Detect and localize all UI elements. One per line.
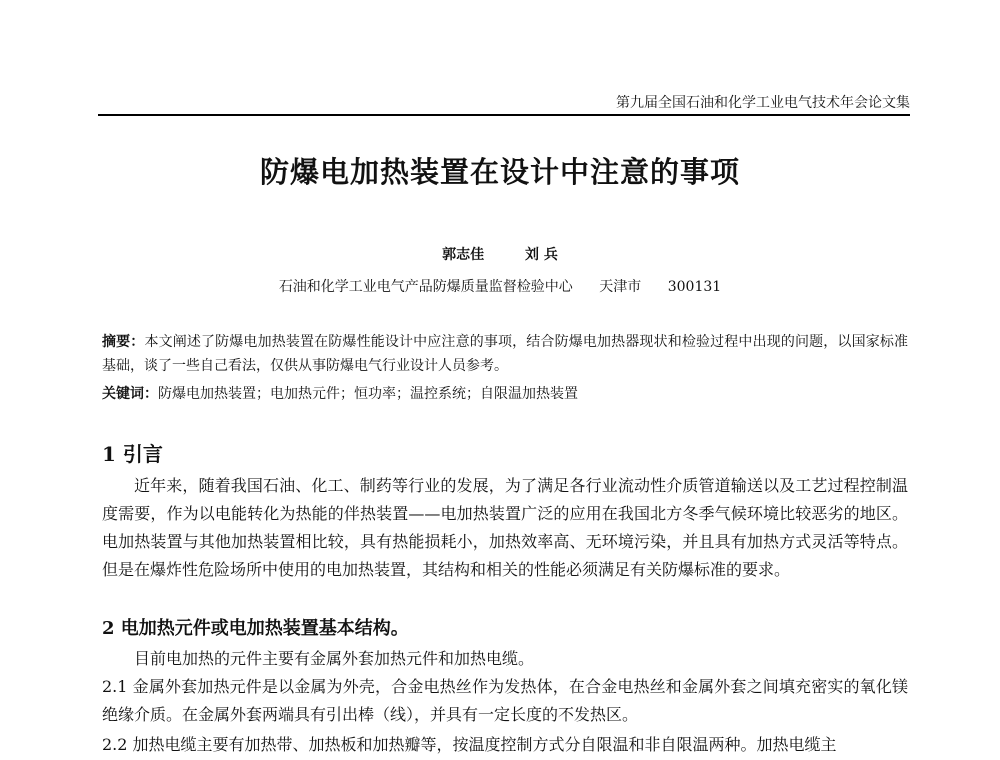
- section-2-intro: 目前电加热的元件主要有金属外套加热元件和加热电缆。: [134, 649, 535, 668]
- section-1-heading: 1 引言: [102, 442, 163, 466]
- author-line: [0, 244, 1000, 264]
- author-1: 郭志佳: [442, 247, 485, 263]
- header-rule: [98, 114, 910, 116]
- abstract-label: 摘要：: [102, 334, 145, 350]
- affiliation: 石油和化学工业电气产品防爆质量监督检验中心: [278, 279, 573, 295]
- section-2-1-paragraph: 2.1 金属外套加热元件是以金属为外壳，合金电热丝作为发热体，在合金电热丝和金属外套之间填充密实的氧化镁绝缘介质。在金属外套两端具有引出棒（线），并具有一定长度的不发热区。: [102, 677, 908, 724]
- section-2-heading: 2 电加热元件或电加热装置基本结构。: [102, 618, 409, 639]
- city: 天津市: [599, 279, 642, 295]
- affiliation-line: [0, 276, 1000, 296]
- section-1-paragraph: 近年来，随着我国石油、化工、制药等行业的发展，为了满足各行业流动性介质管道输送以及工艺过程控制温度需要，作为以电能转化为热能的伴热装置——电加热装置广泛的应用在我国北方冬季气候环境比较恶劣的地区。电加热装置与其他加热装置相比较，具有热能损耗小，加热效率高、无环境污染，并且具有加热方式灵活等特点。但是在爆炸性危险场所中使用的电加热装置，其结构和相关的性能必须满足有关防爆标准的要求。: [102, 476, 908, 579]
- paper-title: 防爆电加热装置在设计中注意的事项: [259, 155, 740, 189]
- keywords: [102, 383, 908, 403]
- abstract-text: 本文阐述了防爆电加热装置在防爆性能设计中应注意的事项，结合防爆电加热器现状和检验过程中出现的问题，以国家标准基础，谈了一些自己看法，仅供从事防爆电气行业设计人员参考。: [102, 334, 909, 374]
- postcode: 300131: [667, 279, 722, 295]
- section-2-2-paragraph: 2.2 加热电缆主要有加热带、加热板和加热瓣等，按温度控制方式分自限温和非自限温两种。加热电缆主: [102, 735, 837, 754]
- keywords-label: 关键词：: [102, 386, 158, 402]
- author-2: 刘 兵: [525, 247, 558, 263]
- running-header: 第九届全国石油和化学工业电气技术年会论文集: [616, 95, 910, 111]
- abstract: [102, 330, 908, 378]
- keywords-text: 防爆电加热装置；电加热元件；恒功率；温控系统；自限温加热装置: [158, 386, 578, 402]
